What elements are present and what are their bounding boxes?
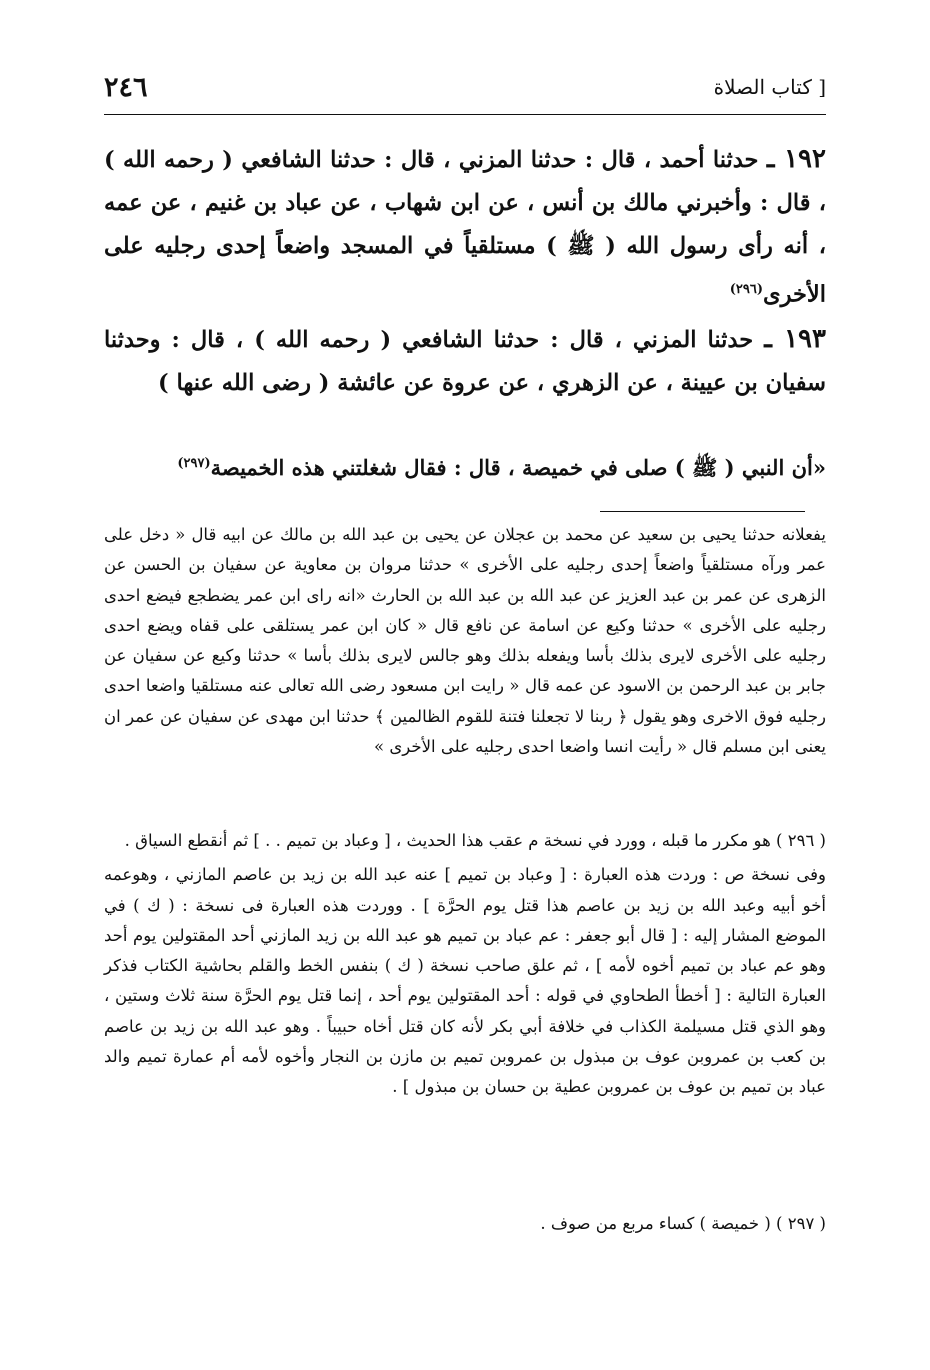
hadith-192 [104,138,826,317]
commentary-text: يفعلانه حدثنا يحيى بن سعيد عن محمد بن عجلان عن يحيى بن عبد الله بن مالك عن ابيه قال « دخل على عمر ورآه مستلقياً واضعاً إحدى رجليه على الأخرى » حدثنا مروان بن معاوية عن سفيان بن الحسن عن الزهرى عن عمر بن عبد العزيز عن عبد الله بن عبد الله بن الحارث «انه راى ابن عمر يضطجع فيضع احدى رجليه على الأخرى » حدثنا وكيع عن اسامة عن نافع قال « كان ابن عمر يستلقى على قفاه ويضع احدى رجليه على الأخرى لايرى بذلك بأسا ويفعله بذلك وهو جالس لايرى بذلك بأسا » حدثنا وكيع عن سفيان عن جابر بن عبد الرحمن بن الاسود عن عمه قال « رايت ابن مسعود رضى الله تعالى عنه مستلقيا واضعا احدى رجليه فوق الاخرى وهو يقول ﴿ ربنا لا تجعلنا فتنة للقوم الظالمين ﴾ حدثنا ابن مهدى عن سفيان عن عمر ان يعنى ابن مسلم قال « رأيت انسا واضعا احدى رجليه على الأخرى » [104,525,826,757]
footnote-296-first [104,826,826,856]
footnote-label: ( ٢٩٧ ) [776,1214,826,1233]
footnote-text: هو مكرر ما قبله ، وورد في نسخة م عقب هذا الحديث ، [ وعباد بن تميم . . ] ثم أنقطع السياق . [124,831,771,850]
hadith-quote: «أن النبي ( ﷺ ) صلى في خميصة ، قال : فقال شغلتني هذه الخميصة [210,455,826,480]
footnote-text: ( خميصة ) كساء مربع من صوف . [540,1214,771,1233]
hadith-number: ١٩٢ ـ [766,144,826,174]
footnote-296 [104,826,826,1103]
footnote-ref-296: (٢٩٦) [729,282,763,297]
footnote-ref-297: (٢٩٧) [177,456,211,471]
hadith-193 [104,318,826,405]
footnote-297 [104,1209,826,1239]
hadith-text: حدثنا المزني ، قال : حدثنا الشافعي ( رحمه الله ) ، قال : وحدثنا سفيان بن عيينة ، عن الزهري ، عن عروة عن عائشة ( رضى الله عنها ) [104,327,826,396]
header-rule [104,114,826,115]
footnote-296-para2: وفى نسخة ص : وردت هذه العبارة : [ وعباد بن تميم ] عنه عبد الله بن زيد بن عاصم المازني ، وهوعمه أخو أبيه وعبد الله بن زيد بن عاصم هذا قتل يوم الحرَّة ] . ووردت هذه العبارة فى نسخة : ( ك ) في الموضع المشار إليه : [ قال أبو جعفر : عم عباد بن تميم هو عبد الله بن زيد المازني أحد المقتولين يوم أحد وهو عم عباد بن تميم أخوه لأمه ] ، ثم علق صاحب نسخة ( ك ) بنفس الخط والقلم بحاشية الكتاب فذكر العبارة التالية : [ أخطأ الطحاوي في قوله : أحد المقتولين يوم أحد ، إنما قتل يوم الحرَّة سنة ثلاث وستين ، وهو الذي قتل مسيلمة الكذاب في خلافة أبي بكر لأنه كان قتل أخاه حبيباً . وهو عبد الله بن زيد بن عاصم بن كعب بن عمروبن عوف بن مبذول بن عمروبن تميم بن مازن بن النجار وأخوه لأمه أم عمارة تميم والد عباد بن تميم بن عوف بن عمروبن عطية بن حسان بن مبذول ] . [104,865,826,1097]
page-number: ٢٤٦ [104,71,148,103]
hadith-text: حدثنا أحمد ، قال : حدثنا المزني ، قال : حدثنا الشافعي ( رحمه الله ) ، قال : وأخبرني مالك بن أنس ، عن ابن شهاب ، عن عباد بن غنيم ، عن عمه ، أنه رأى رسول الله ( ﷺ ) مستلقياً في المسجد واضعاً إحدى رجليه على الأخرى [104,147,826,308]
hadith-193-quote [104,446,826,486]
page-header [104,68,826,106]
footnote-divider [600,511,805,512]
hadith-number: ١٩٣ ـ [764,324,826,354]
footnote-label: ( ٢٩٦ ) [776,831,826,850]
running-title: [ كتاب الصلاة [713,75,826,99]
